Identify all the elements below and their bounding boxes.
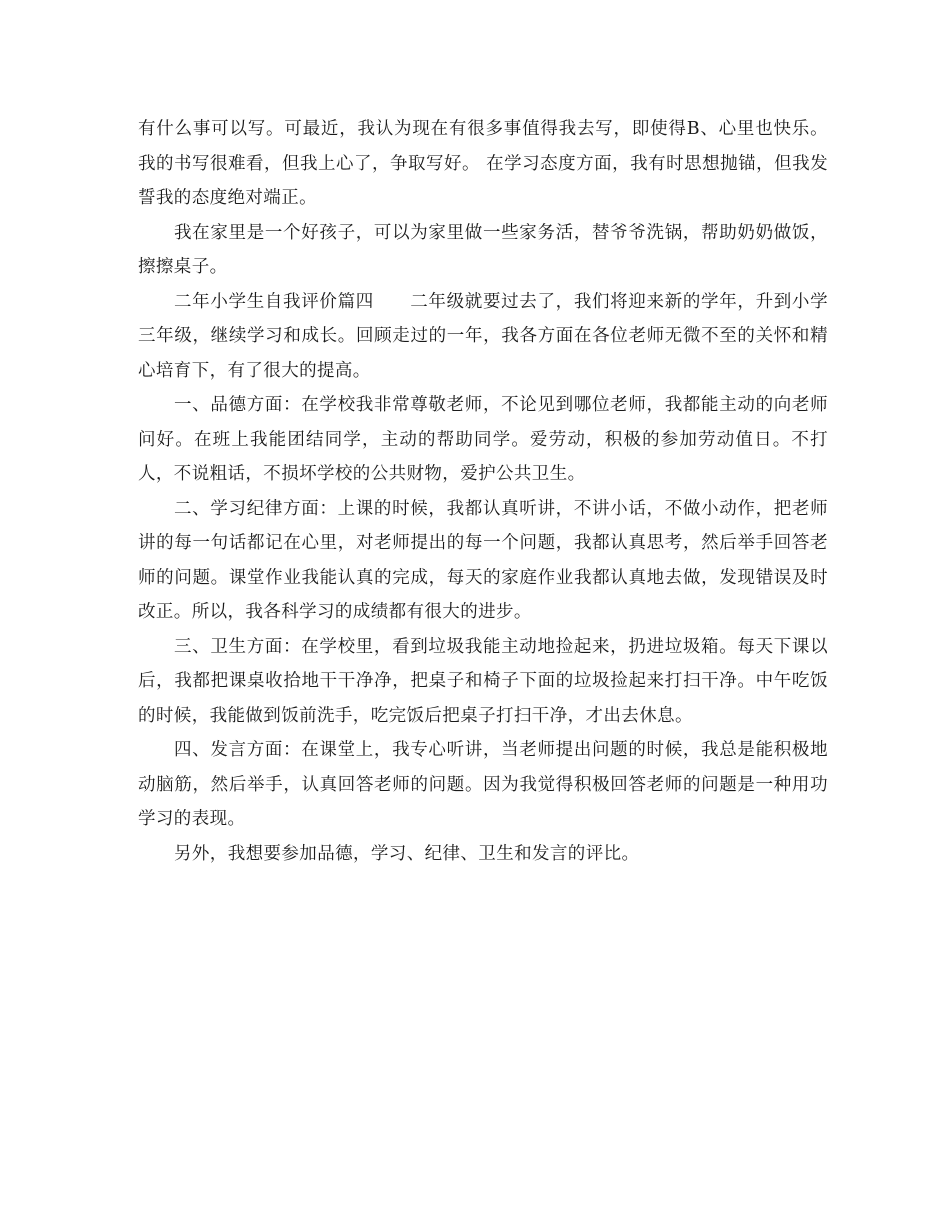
paragraph-section-four-intro: 二年小学生自我评价篇四 二年级就要过去了，我们将迎来新的学年，升到小学三年级，继续学习和成长。回顾走过的一年，我各方面在各位老师无微不至的关怀和精心培育下，有了很大的提高。	[138, 291, 828, 381]
paragraph-moral-conduct: 一、品德方面：在学校我非常尊敬老师，不论见到哪位老师，我都能主动的向老师问好。在班上我能团结同学，主动的帮助同学。爱劳动，积极的参加劳动值日。不打人，不说粗话，不损坏学校的公共财物，爱护公共卫生。	[138, 395, 828, 484]
paragraph-study-discipline: 二、学习纪律方面：上课的时候，我都认真听讲，不讲小话，不做小动作，把老师讲的每一句话都记在心里，对老师提出的每一个问题，我都认真思考，然后举手回答老师的问题。课堂作业我能认真的完成，每天的家庭作业我都认真地去做，发现错误及时改正。所以，我各科学习的成绩都有很大的进步。	[138, 498, 828, 622]
document-body	[138, 112, 828, 871]
paragraph-hygiene: 三、卫生方面：在学校里，看到垃圾我能主动地捡起来，扔进垃圾箱。每天下课以后，我都把课桌收拾地干干净净，把桌子和椅子下面的垃圾捡起来打扫干净。中午吃饭的时候，我能做到饭前洗手，吃完饭后把桌子打扫干净，才出去休息。	[138, 636, 828, 726]
paragraph-closing: 另外，我想要参加品德，学习、纪律、卫生和发言的评比。	[174, 843, 640, 864]
paragraph-speaking: 四、发言方面：在课堂上，我专心听讲，当老师提出问题的时候，我总是能积极地动脑筋，然后举手，认真回答老师的问题。因为我觉得积极回答老师的问题是一种用功学习的表现。	[138, 740, 828, 829]
paragraph-home-chores: 我在家里是一个好孩子，可以为家里做一些家务活，替爷爷洗锅，帮助奶奶做饭，擦擦桌子。	[138, 222, 828, 277]
paragraph-continuation: 有什么事可以写。可最近，我认为现在有很多事值得我去写，即使得B、心里也快乐。我的书写很难看，但我上心了，争取写好。 在学习态度方面，我有时思想抛锚，但我发誓我的态度绝对端正。	[138, 119, 828, 208]
